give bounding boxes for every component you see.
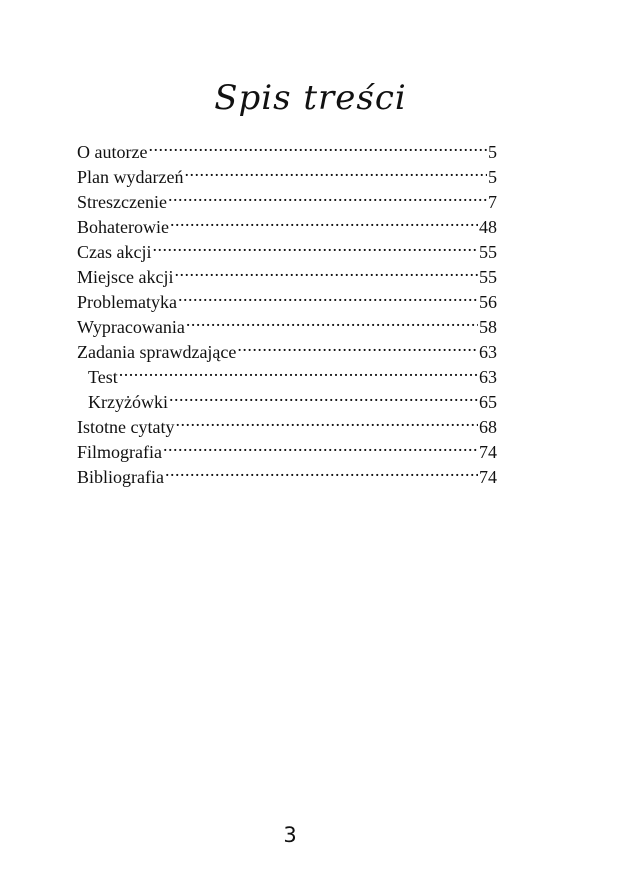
toc-subentry-test — [77, 358, 497, 387]
toc-entry-label: Miejsce akcji — [77, 267, 174, 287]
toc-entry-label: Bibliografia — [77, 467, 164, 487]
toc-leader-dots — [170, 208, 478, 233]
toc-leader-dots — [186, 308, 478, 333]
toc-leader-dots — [148, 133, 487, 158]
toc-entry-label: Filmografia — [77, 442, 162, 462]
toc-leader-dots — [237, 333, 478, 358]
toc-leader-dots — [175, 408, 478, 433]
toc-entry-page: 5 — [488, 167, 497, 187]
toc-entry-o-autorze — [77, 133, 497, 162]
toc-entry-page: 55 — [479, 267, 497, 287]
page-title: Spis treści — [214, 78, 407, 118]
toc-leader-dots — [152, 233, 478, 258]
toc-entry-page: 55 — [479, 242, 497, 262]
toc-leader-dots — [178, 283, 478, 308]
toc-entry-page: 74 — [479, 467, 497, 487]
toc-leader-dots — [165, 458, 478, 483]
toc-entry-label: Plan wydarzeń — [77, 167, 184, 187]
toc-entry-label: Streszczenie — [77, 192, 167, 212]
table-of-contents — [77, 133, 497, 487]
toc-entry-page: 65 — [479, 392, 497, 412]
toc-entry-label: Zadania sprawdzające — [77, 342, 237, 362]
toc-leader-dots — [119, 358, 478, 383]
toc-entry-page: 48 — [479, 217, 497, 237]
toc-entry-label: Istotne cytaty — [77, 417, 175, 437]
toc-entry-label: Test — [88, 367, 118, 387]
toc-entry-label: Krzyżówki — [88, 392, 168, 412]
toc-leader-dots — [168, 183, 487, 208]
toc-leader-dots — [184, 158, 487, 183]
page-number: 3 — [283, 823, 297, 847]
toc-subentry-krzyzowki — [77, 383, 497, 412]
toc-entry-label: Bohaterowie — [77, 217, 169, 237]
toc-entry-page: 7 — [488, 192, 497, 212]
toc-entry-page: 56 — [479, 292, 497, 312]
toc-leader-dots — [174, 258, 478, 283]
toc-entry-page: 63 — [479, 342, 497, 362]
toc-leader-dots — [169, 383, 478, 408]
toc-entry-page: 58 — [479, 317, 497, 337]
toc-entry-page: 68 — [479, 417, 497, 437]
toc-entry-page: 74 — [479, 442, 497, 462]
toc-entry-page: 63 — [479, 367, 497, 387]
toc-entry-label: Wypracowania — [77, 317, 185, 337]
toc-entry-label: O autorze — [77, 142, 148, 162]
toc-leader-dots — [163, 433, 478, 458]
toc-entry-label: Problematyka — [77, 292, 177, 312]
toc-entry-page: 5 — [488, 142, 497, 162]
toc-entry-label: Czas akcji — [77, 242, 152, 262]
